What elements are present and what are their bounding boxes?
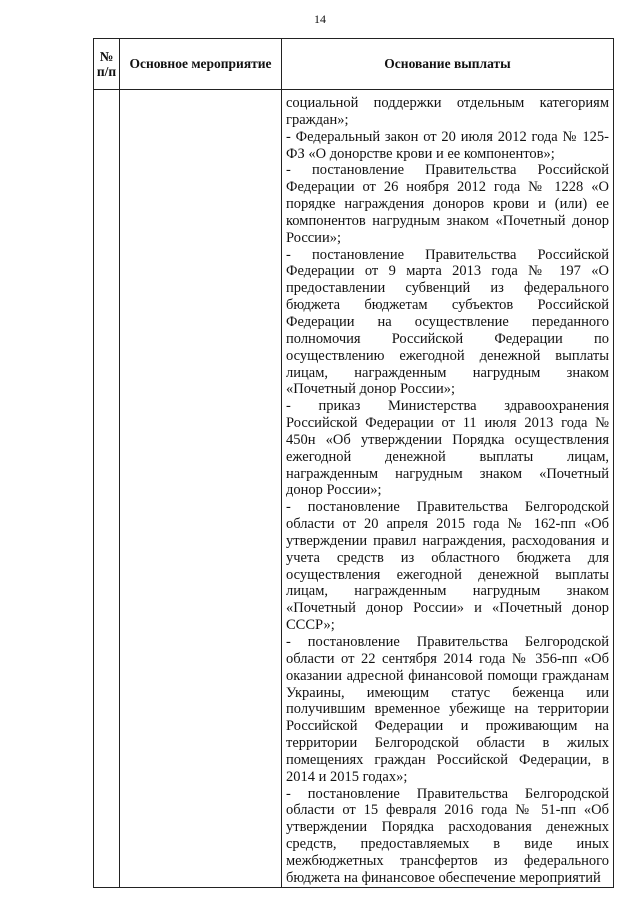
cell-main-activity <box>120 90 282 888</box>
header-payment-basis: Основание выплаты <box>282 39 614 90</box>
basis-paragraph: - приказ Министерства здравоохранения Российской Федерации от 11 июля 2013 года № 450н «Об утверждении Порядка осуществления ежегодной денежной выплаты лицам, награжденным нагрудным знаком «Почетный донор России»; <box>286 398 609 499</box>
basis-paragraph: - постановление Правительства Российской Федерации от 26 ноября 2012 года № 1228 «О порядке награждения доноров крови и (или) ее компонентов нагрудным знаком «Почетный донор России»; <box>286 162 609 246</box>
payment-basis-text <box>282 90 613 887</box>
cell-payment-basis <box>282 90 614 888</box>
header-number <box>94 39 120 90</box>
payments-table <box>93 38 614 888</box>
basis-paragraph: - постановление Правительства Белгородской области от 22 сентября 2014 года № 356-пп «Об оказании адресной финансовой помощи гражданам Украины, имеющим статус беженца или получившим временное убежище на территории Российской Федерации и проживающим на территории Белгородской области в жилых помещениях граждан Российской Федерации, в 2014 и 2015 годах»; <box>286 634 609 785</box>
page-number: 14 <box>314 12 326 26</box>
header-number-line2: п/п <box>96 64 117 79</box>
basis-paragraph: - Федеральный закон от 20 июля 2012 года № 125-ФЗ «О донорстве крови и ее компонентов»; <box>286 128 609 162</box>
basis-paragraph: - постановление Правительства Российской Федерации от 9 марта 2013 года № 197 «О предоставлении субвенций из федерального бюджета бюджетам субъектов Российской Федерации на осуществление переданного полномочия Российской Федерации по осуществлению ежегодной денежной выплаты лицам, награжденным нагрудным знаком «Почетный донор России»; <box>286 246 609 398</box>
table-header-row <box>94 39 614 90</box>
table-row <box>94 90 614 888</box>
basis-paragraph: - постановление Правительства Белгородской области от 20 апреля 2015 года № 162-пп «Об утверждении правил награждения, расходования и учета средств из областного бюджета для осуществления ежегодной денежной выплаты лицам, награжденным нагрудным знаком «Почетный донор России» и «Почетный донор СССР»; <box>286 499 609 634</box>
basis-paragraph: - постановление Правительства Белгородской области от 15 февраля 2016 года № 51-пп «Об утверждении Порядка расходования денежных средств, предоставляемых в виде иных межбюджетных трансфертов из федерального бюджета на финансовое обеспечение мероприятий <box>286 785 609 886</box>
header-main-activity: Основное мероприятие <box>120 39 282 90</box>
cell-number <box>94 90 120 888</box>
basis-paragraph: социальной поддержки отдельным категориям граждан»; <box>286 95 609 128</box>
header-number-line1: № <box>99 49 114 64</box>
